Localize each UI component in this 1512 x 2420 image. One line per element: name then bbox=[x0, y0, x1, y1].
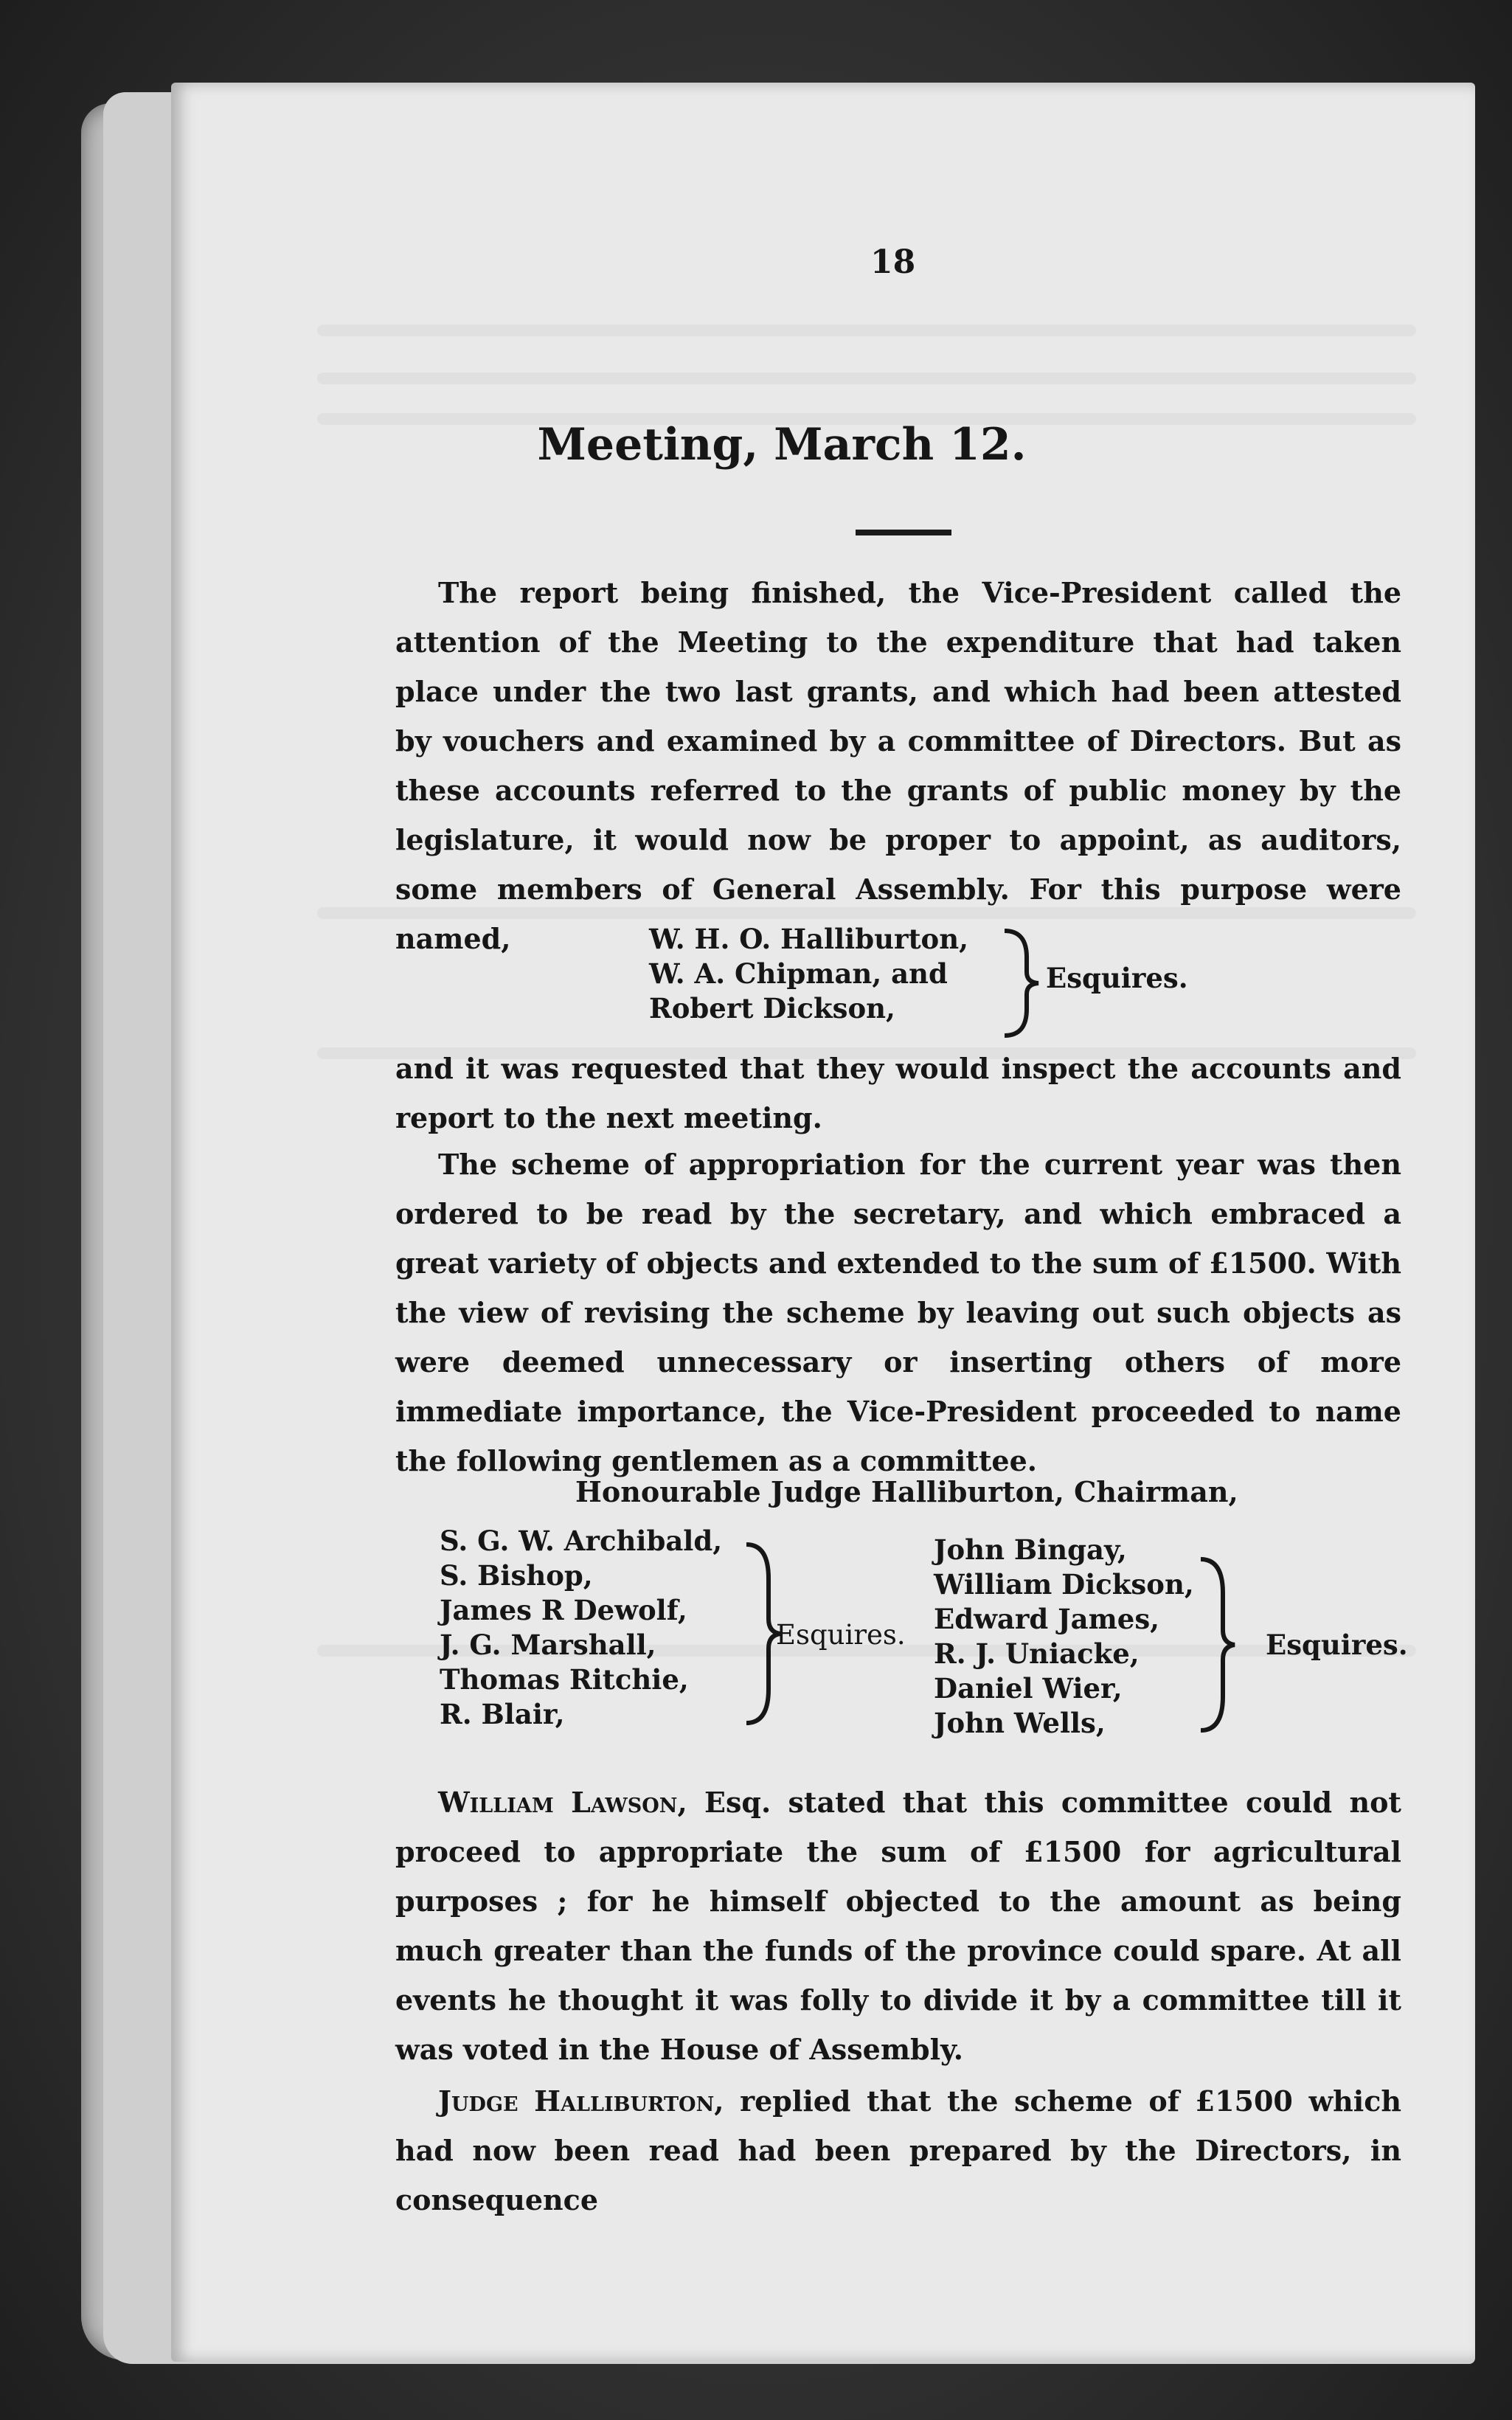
paragraph-scheme-text: The scheme of appropriation for the current year was then ordered to be read by the secretary, and which embraced a great variety of objects and extended to the sum of £1500. With the view of revising the scheme by leaving out such objects as were deemed unnecessary or inserting others of more immediate importance, the Vice-President proceeded to name the following gentlemen as a committee. bbox=[395, 1148, 1401, 1477]
auditors-suffix: Esquires. bbox=[1046, 962, 1188, 994]
committee-member: James R Dewolf, bbox=[440, 1594, 687, 1626]
committee-member: William Dickson, bbox=[934, 1568, 1194, 1601]
committee-chairman: Honourable Judge Halliburton, Chairman, bbox=[575, 1475, 1238, 1508]
committee-member: Daniel Wier, bbox=[934, 1672, 1123, 1705]
right-brace bbox=[997, 928, 1041, 1039]
auditors-list bbox=[649, 922, 968, 1026]
paragraph-scheme bbox=[395, 1140, 1401, 1485]
paragraph-halliburton bbox=[395, 2076, 1401, 2225]
committee-right-suffix: Esquires. bbox=[1266, 1629, 1408, 1661]
committee-member: J. G. Marshall, bbox=[440, 1629, 656, 1661]
paragraph-request bbox=[395, 1044, 1401, 1143]
heading-rule bbox=[856, 530, 951, 535]
section-heading: Meeting, March 12. bbox=[537, 419, 1027, 471]
page-number: 18 bbox=[870, 243, 916, 281]
committee-left-suffix: Esquires. bbox=[776, 1619, 906, 1651]
speaker-halliburton: Judge Halliburton, bbox=[438, 2084, 724, 2118]
committee-member: Edward James, bbox=[934, 1603, 1160, 1635]
committee-member: Thomas Ritchie, bbox=[440, 1663, 689, 1696]
paragraph-halliburton-text: replied that the scheme of £1500 which had now been read had been prepared by the Directors, in consequence bbox=[395, 2084, 1402, 2216]
paragraph-request-text: and it was requested that they would inspect the accounts and report to the next meeting. bbox=[395, 1052, 1401, 1134]
right-group-brace bbox=[1193, 1556, 1238, 1733]
auditor-name: W. H. O. Halliburton, bbox=[649, 923, 969, 955]
committee-right-list bbox=[934, 1533, 1194, 1741]
speaker-lawson: William Lawson, bbox=[438, 1786, 687, 1819]
committee-member: R. Blair, bbox=[440, 1698, 565, 1730]
paragraph-lawson-text: Esq. stated that this committee could not proceed to appropriate the sum of £1500 for agricultural purposes ; for he himself objected to the amount as being much greater than the funds of the province could spare. At all events he thought it was folly to divide it by a committee till it was voted in the House of Assembly. bbox=[395, 1786, 1401, 2066]
committee-member: R. J. Uniacke, bbox=[934, 1637, 1140, 1670]
paragraph-lawson bbox=[395, 1778, 1401, 2074]
committee-member: John Wells, bbox=[934, 1707, 1106, 1739]
paragraph-report bbox=[395, 568, 1401, 963]
auditor-name: W. A. Chipman, and bbox=[649, 957, 948, 990]
committee-member: John Bingay, bbox=[934, 1533, 1127, 1566]
committee-member: S. Bishop, bbox=[440, 1559, 593, 1592]
auditor-name: Robert Dickson, bbox=[649, 992, 895, 1024]
paragraph-report-text: The report being finished, the Vice-President called the attention of the Meeting to the expenditure that had taken place under the two last grants, and which had been attested by vouchers and examined by a committee of Directors. But as these accounts referred to the grants of public money by the legislature, it would now be proper to appoint, as auditors, some members of General Assembly. For this purpose were named, bbox=[395, 576, 1401, 955]
committee-left-list bbox=[440, 1524, 722, 1732]
committee-member: S. G. W. Archibald, bbox=[440, 1525, 723, 1557]
